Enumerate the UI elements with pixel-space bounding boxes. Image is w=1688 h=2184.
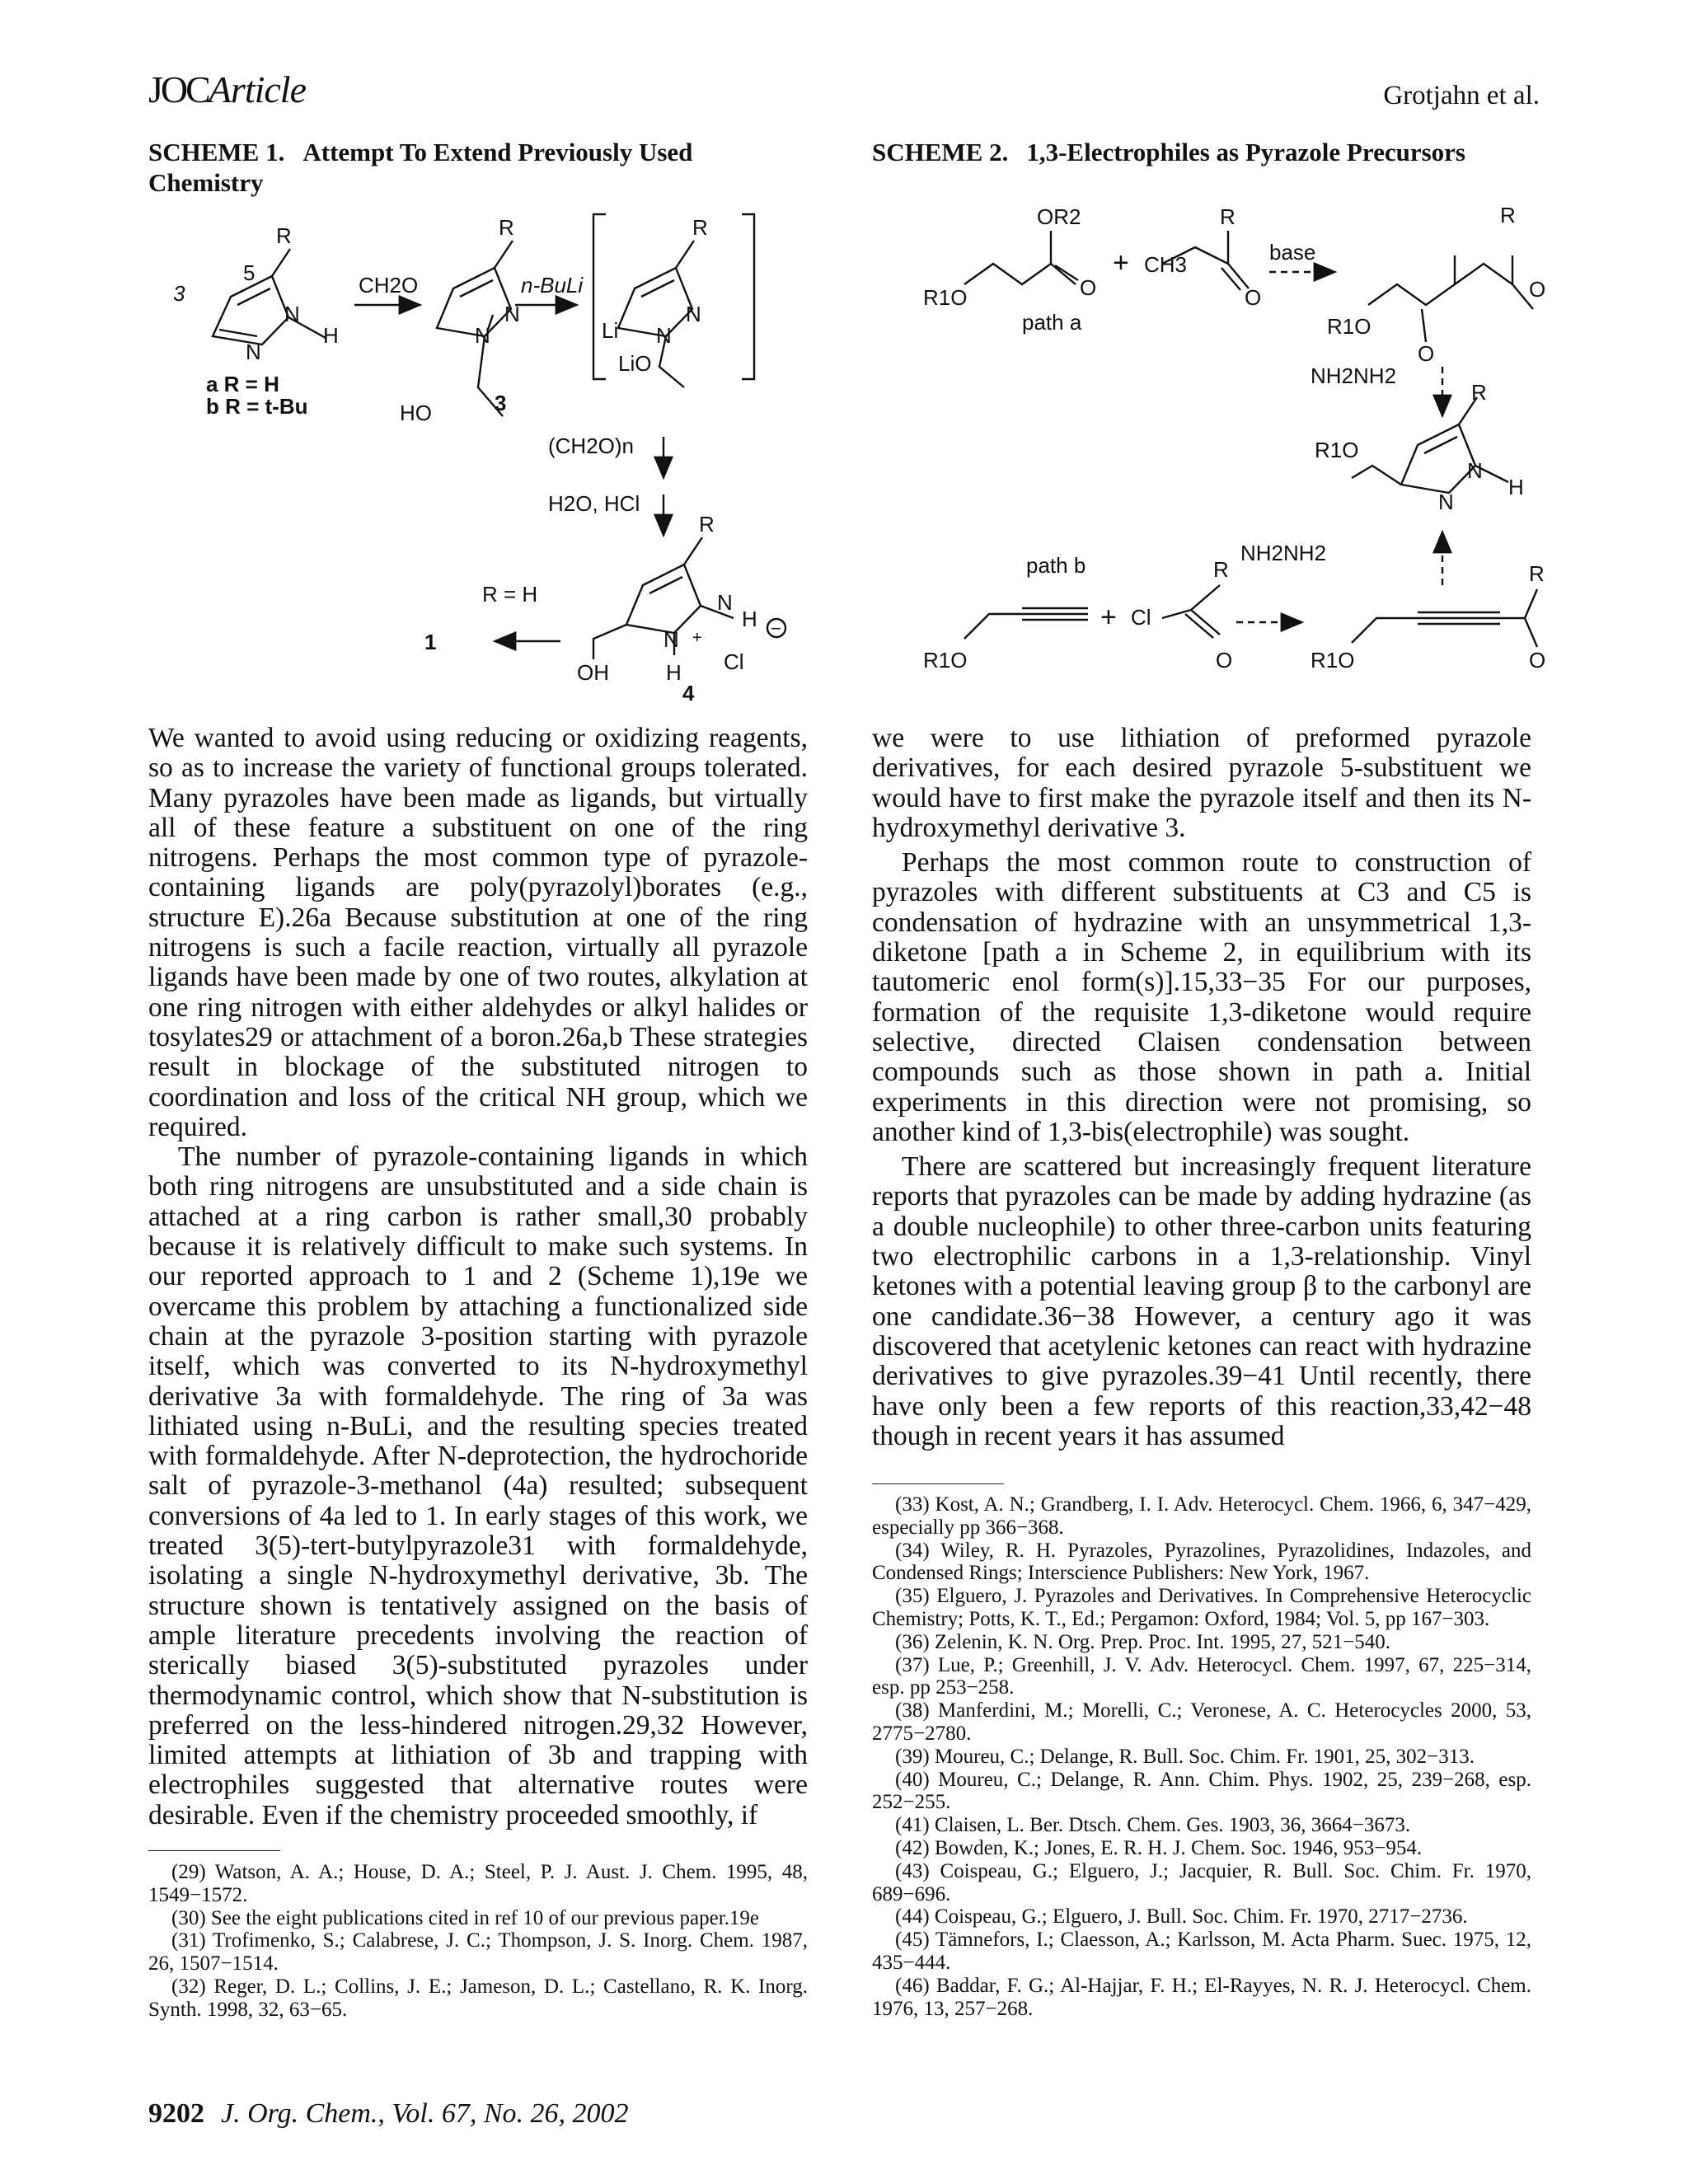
s2-or2: OR2 [1037, 204, 1081, 229]
reference-41: (41) Claisen, L. Ber. Dtsch. Chem. Ges. 1903, 36, 3664−3673. [895, 1814, 1411, 1837]
s1-reagent-nbuli: n-BuLi [521, 273, 584, 298]
s2-o-6: O [1529, 648, 1546, 673]
s1-reagent-ch2on: (CH2O)n [548, 434, 635, 458]
left-references [148, 1861, 808, 2022]
s2-o-3: O [1529, 277, 1546, 302]
s1-n-8: N [663, 627, 679, 652]
journal-citation: J. Org. Chem., Vol. 67, No. 26, 2002 [221, 2098, 629, 2129]
s1-r-4: R [699, 512, 715, 537]
s2-r1o-3: R1O [1315, 438, 1359, 462]
s2-o-2: O [1245, 285, 1262, 310]
reference-29: (29) Watson, A. A.; House, D. A.; Steel, P. J. Aust. J. Chem. 1995, 48, 1549−1572. [148, 1861, 808, 1906]
s1-reagent-h2o-hcl: H2O, HCl [548, 491, 640, 516]
s1-r-2: R [499, 215, 514, 240]
s1-n-5: N [686, 302, 701, 326]
left-footnote-rule [148, 1850, 280, 1851]
s1-sub-a: a R = H [206, 372, 279, 396]
s2-o-1: O [1080, 275, 1097, 300]
s2-r-3: R [1471, 380, 1487, 405]
s2-r1o-2: R1O [1327, 314, 1372, 339]
reference-32: (32) Reger, D. L.; Collins, J. E.; Jameson, D. L.; Castellano, R. K. Inorg. Synth. 1998, 32, 63−65. [148, 1975, 808, 2021]
s2-nh2nh2-2: NH2NH2 [1240, 541, 1327, 565]
page-number: 9202 [148, 2098, 204, 2129]
s1-reagent-ch2o: CH2O [359, 273, 419, 298]
reference-36: (36) Zelenin, K. N. Org. Prep. Proc. Int. 1995, 27, 521−540. [895, 1630, 1391, 1653]
scheme-2-diagram [923, 198, 1550, 692]
reference-31: (31) Trofimenko, S.; Calabrese, J. C.; Thompson, J. S. Inorg. Chem. 1987, 26, 1507−1514. [148, 1929, 808, 1975]
s1-h-2: H [742, 607, 757, 631]
right-paragraph-2: Perhaps the most common route to construction of pyrazoles with different substituents at C3 and C5 is condensation of hydrazine with an unsymmetrical 1,3-diketone [path a in Scheme 2, in equilibrium with its tautomeric enol form(s)].15,33−35 For our purposes, formation of the requisite 1,3-diketone would require selective, directed Claisen condensation between compounds such as those shown in path a. Initial experiments in this direction were not promising, so another kind of 1,3-bis(electrophile) was sought. [872, 847, 1531, 1147]
s1-r-eq-h: R = H [482, 582, 538, 607]
s1-r-3: R [692, 215, 708, 240]
s2-r-5: R [1529, 561, 1545, 586]
s2-n-2: N [1438, 490, 1454, 514]
left-paragraph-1: We wanted to avoid using reducing or oxidizing reagents, so as to increase the variety of functional groups tolerated. Many pyrazoles have been made as ligands, but virtually all of these feature a substituent on one of the ring nitrogens. Perhaps the most common type of pyrazole-containing ligands are poly(pyrazolyl)borates (e.g., structure E).26a Because substitution at one of the ring nitrogens is such a facile reaction, virtually all pyrazole ligands have been made by one of two routes, alkylation at one ring nitrogen with either aldehydes or alkyl halides or tosylates29 or attachment of a boron.26a,b These strategies result in blockage of the substituted nitrogen to coordination and loss of the critical NH group, which we required. [148, 723, 808, 1142]
reference-35: (35) Elguero, J. Pyrazoles and Derivatives. In Comprehensive Heterocyclic Chemistry; Potts, K. T., Ed.; Pergamon: Oxford, 1984; Vol. 5, pp 167−303. [872, 1585, 1531, 1630]
s2-nh2nh2-1: NH2NH2 [1311, 363, 1397, 388]
reference-33: (33) Kost, A. N.; Grandberg, I. I. Adv. Heterocycl. Chem. 1966, 6, 347−429, especially pp 366−368. [872, 1493, 1531, 1539]
s2-r-2: R [1500, 203, 1516, 227]
right-paragraph-3: There are scattered but increasingly frequent literature reports that pyrazoles can be made by adding hydrazine (as a double nucleophile) to other three-carbon units featuring two electrophilic carbons in a 1,3-relationship. Vinyl ketones with a potential leaving group β to the carbonyl are one candidate.36−38 However, a century ago it was discovered that acetylenic ketones can react with hydrazine derivatives to give pyrazoles.39−41 Until recently, there have only been a few reports of this reaction,33,42−48 though in recent years it has assumed [872, 1151, 1531, 1451]
reference-43: (43) Coispeau, G.; Elguero, J.; Jacquier, R. Bull. Soc. Chim. Fr. 1970, 689−696. [872, 1859, 1531, 1905]
running-head-authors: Grotjahn et al. [1383, 81, 1540, 110]
scheme-2-title: SCHEME 2. 1,3-Electrophiles as Pyrazole Precursors [872, 138, 1465, 166]
s2-r1o-5: R1O [1311, 648, 1355, 673]
s1-n-4: N [475, 323, 490, 348]
reference-39: (39) Moureu, C.; Delange, R. Bull. Soc. Chim. Fr. 1901, 25, 302−313. [895, 1745, 1475, 1768]
left-paragraph-2: The number of pyrazole-containing ligands in which both ring nitrogens are unsubstituted and a side chain is attached at a ring carbon is rather small,30 probably because it is relatively difficult to make such systems. In our reported approach to 1 and 2 (Scheme 1),19e we overcame this problem by attaching a functionalized side chain at the pyrazole 3-position starting with pyrazole itself, which was converted to its N-hydroxymethyl derivative 3a with formaldehyde. The ring of 3a was lithiated using n-BuLi, and the resulting species treated with formaldehyde. After N-deprotection, the hydrochoride salt of pyrazole-3-methanol (4a) resulted; subsequent conversions of 4a led to 1. In early stages of this work, we treated 3(5)-tert-butylpyrazole31 with formaldehyde, isolating a single N-hydroxymethyl derivative, 3b. The structure shown is tentatively assigned on the basis of ample literature precedents involving the reaction of sterically biased 3(5)-substituted pyrazoles under thermodynamic control, which show that N-substitution is preferred on the less-hindered nitrogen.29,32 However, limited attempts at lithiation of 3b and trapping with electrophiles suggested that alternative routes were desirable. Even if the chemistry proceeded smoothly, if [148, 1141, 808, 1830]
s2-path-a: path a [1022, 310, 1082, 335]
right-body-column [872, 724, 1531, 1451]
s2-o-4: O [1418, 341, 1435, 366]
s2-r-1: R [1220, 204, 1236, 229]
s1-n-3: N [504, 302, 520, 326]
s1-n-2: N [284, 302, 300, 326]
s1-lio: LiO [618, 351, 652, 376]
s1-h-3: H [666, 660, 682, 685]
s1-minus: − [771, 618, 781, 639]
s2-r1o-1: R1O [923, 285, 968, 310]
s2-plus-1: + [1113, 247, 1129, 279]
s2-o-5: O [1216, 648, 1233, 673]
reference-38: (38) Manferdini, M.; Morelli, C.; Veronese, A. C. Heterocycles 2000, 53, 2775−2780. [872, 1699, 1531, 1745]
right-footnote-rule [872, 1483, 1004, 1484]
s2-h: H [1508, 475, 1524, 499]
reference-37: (37) Lue, P.; Greenhill, J. V. Adv. Heterocycl. Chem. 1997, 67, 225−314, esp. pp 253−258. [872, 1653, 1531, 1699]
left-body-column [148, 724, 808, 1830]
s2-n-1: N [1467, 458, 1483, 483]
right-paragraph-1: we were to use lithiation of preformed pyrazole derivatives, for each desired pyrazole 5-substituent we would have to first make the pyrazole itself and then its N-hydroxymethyl derivative 3. [872, 723, 1531, 843]
s1-pos5: 5 [243, 260, 256, 285]
reference-45: (45) Tämnefors, I.; Claesson, A.; Karlsson, M. Acta Pharm. Suec. 1975, 12, 435−444. [872, 1929, 1531, 1974]
s1-oh: OH [577, 660, 609, 685]
s1-n-1: N [246, 340, 261, 364]
s2-path-b: path b [1026, 553, 1086, 578]
scheme-1-diagram [148, 198, 808, 709]
s1-pos3: 3 [173, 281, 185, 306]
page-footer [148, 2098, 629, 2130]
s1-plus: + [692, 629, 702, 647]
reference-44: (44) Coispeau, G.; Elguero, J. Bull. Soc. Chim. Fr. 1970, 2717−2736. [895, 1905, 1468, 1929]
s1-li: Li [602, 318, 619, 343]
s1-cl: Cl [724, 649, 744, 674]
s1-ho: HO [400, 401, 432, 425]
s1-h-1: H [323, 323, 339, 348]
s1-r-1: R [276, 223, 292, 248]
s2-ch3: CH3 [1144, 252, 1188, 277]
s2-base: base [1269, 240, 1316, 265]
reference-42: (42) Bowden, K.; Jones, E. R. H. J. Chem. Soc. 1946, 953−954. [895, 1836, 1423, 1859]
s2-r-4: R [1213, 557, 1229, 582]
reference-30: (30) See the eight publications cited in ref 10 of our previous paper.19e [171, 1906, 759, 1929]
reference-46: (46) Baddar, F. G.; Al-Hajjar, F. H.; El-Rayyes, N. R. J. Heterocycl. Chem. 1976, 13, 257−268. [872, 1974, 1531, 2020]
s1-n-6: N [656, 323, 672, 348]
right-references [872, 1493, 1531, 2020]
s2-r1o-4: R1O [923, 648, 968, 673]
s2-cl: Cl [1131, 605, 1151, 630]
s1-compound-3: 3 [495, 391, 507, 415]
journal-logo: JOCArticle [148, 68, 306, 110]
reference-40: (40) Moureu, C.; Delange, R. Ann. Chim. Phys. 1902, 25, 239−268, esp. 252−255. [872, 1768, 1531, 1814]
scheme-1-title: SCHEME 1. Attempt To Extend Previously Used Chemistry [148, 138, 693, 197]
s2-plus-2: + [1100, 602, 1117, 633]
reference-34: (34) Wiley, R. H. Pyrazoles, Pyrazolines, Pyrazolidines, Indazoles, and Condensed Rings; Interscience Publishers: New York, 1967. [872, 1539, 1531, 1585]
s1-n-7: N [717, 590, 733, 615]
s1-compound-4: 4 [682, 681, 695, 705]
s1-sub-b: b R = t-Bu [206, 394, 308, 419]
s1-compound-1: 1 [424, 630, 437, 654]
